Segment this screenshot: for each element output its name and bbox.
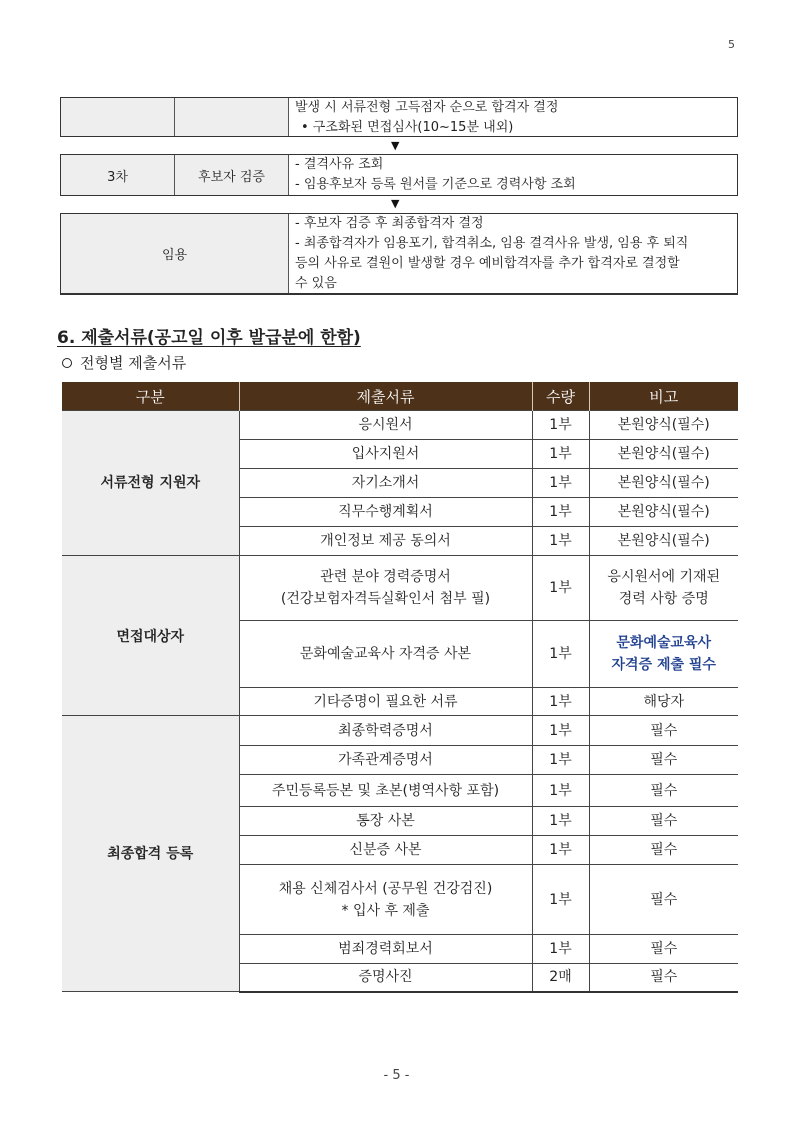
doc-cell xyxy=(239,556,532,621)
group-label: 최종합격 등록 xyxy=(62,716,239,992)
qty-cell: 1부 xyxy=(532,865,589,935)
doc-line: 관련 분야 경력증명서 xyxy=(320,569,451,585)
section-title: 6. 제출서류(공고일 이후 발급분에 한함) xyxy=(57,328,361,348)
doc-cell: 범죄경력회보서 xyxy=(239,935,532,964)
note-cell: 필수 xyxy=(589,746,738,775)
doc-line: 채용 신체검사서 (공무원 건강검진) xyxy=(278,880,493,897)
table-row xyxy=(62,411,738,440)
qty-cell: 1부 xyxy=(532,556,589,621)
doc-cell: 증명사진 xyxy=(239,964,532,992)
doc-line: * 입사 후 제출 xyxy=(341,902,430,919)
group-label: 서류전형 지원자 xyxy=(62,411,239,556)
note-cell xyxy=(589,556,738,621)
doc-cell: 통장 사본 xyxy=(239,807,532,836)
process-detail-line: - 임용후보자 등록 원서를 기준으로 경력사항 조회 xyxy=(295,177,576,192)
qty-cell: 1부 xyxy=(532,498,589,527)
process-detail-line: - 후보자 검증 후 최종합격자 결정 xyxy=(295,216,484,231)
note-cell: 필수 xyxy=(589,716,738,746)
qty-cell: 1부 xyxy=(532,688,589,716)
process-row-2nd-continued xyxy=(60,97,738,137)
qty-cell: 2매 xyxy=(532,964,589,992)
note-cell: 본원양식(필수) xyxy=(589,498,738,527)
process-name-label: 후보자 검증 xyxy=(175,155,289,195)
doc-cell: 문화예술교육사 자격증 사본 xyxy=(239,621,532,688)
documents-table xyxy=(62,382,738,993)
doc-cell: 응시원서 xyxy=(239,411,532,440)
qty-cell: 1부 xyxy=(532,935,589,964)
qty-cell: 1부 xyxy=(532,411,589,440)
process-detail-line: 수 있음 xyxy=(295,276,337,291)
note-cell: 필수 xyxy=(589,964,738,992)
doc-cell xyxy=(239,865,532,935)
process-row-3rd xyxy=(60,154,738,196)
doc-cell: 최종학력증명서 xyxy=(239,716,532,746)
page-number-top: 5 xyxy=(728,38,735,51)
qty-cell: 1부 xyxy=(532,807,589,836)
process-name-cell xyxy=(175,98,289,136)
doc-line: (건강보험자격득실확인서 첨부 필) xyxy=(280,591,491,607)
process-detail-cell xyxy=(289,214,737,293)
process-stage-label: 3차 xyxy=(61,155,175,195)
doc-cell: 개인정보 제공 동의서 xyxy=(239,527,532,556)
header-category: 구분 xyxy=(62,382,239,411)
page-number-bottom: - 5 - xyxy=(383,1068,410,1083)
process-detail-line: 등의 사유로 결원이 발생할 경우 예비합격자를 추가 합격자로 결정할 xyxy=(295,256,680,271)
process-row-appointment xyxy=(60,213,738,295)
note-cell: 필수 xyxy=(589,807,738,836)
doc-cell: 기타증명이 필요한 서류 xyxy=(239,688,532,716)
sub-title xyxy=(62,352,186,373)
note-cell: 본원양식(필수) xyxy=(589,469,738,498)
process-detail-cell xyxy=(289,98,737,136)
note-line: 경력 사항 증명 xyxy=(618,591,709,607)
process-detail-cell xyxy=(289,155,737,195)
note-line: 문화예술교육사 xyxy=(616,635,712,651)
circle-bullet-icon xyxy=(62,358,72,368)
down-arrow-icon: ▼ xyxy=(391,197,400,210)
table-row xyxy=(62,716,738,746)
note-cell: 필수 xyxy=(589,775,738,807)
qty-cell: 1부 xyxy=(532,716,589,746)
note-cell: 필수 xyxy=(589,865,738,935)
process-detail-line: • 구조화된 면접심사(10~15분 내외) xyxy=(301,120,514,135)
header-quantity: 수량 xyxy=(532,382,589,411)
down-arrow-icon: ▼ xyxy=(391,139,400,152)
qty-cell: 1부 xyxy=(532,836,589,865)
note-cell-highlight xyxy=(589,621,738,688)
sub-title-text: 전형별 제출서류 xyxy=(80,354,187,372)
process-detail-line: 발생 시 서류전형 고득점자 순으로 합격자 결정 xyxy=(295,100,559,115)
note-cell: 본원양식(필수) xyxy=(589,527,738,556)
process-detail-line: - 결격사유 조회 xyxy=(295,157,384,172)
table-row xyxy=(62,556,738,621)
doc-cell: 직무수행계획서 xyxy=(239,498,532,527)
note-cell: 필수 xyxy=(589,935,738,964)
doc-cell: 주민등록등본 및 초본(병역사항 포함) xyxy=(239,775,532,807)
qty-cell: 1부 xyxy=(532,746,589,775)
process-stage-cell xyxy=(61,98,175,136)
header-note: 비고 xyxy=(589,382,738,411)
note-line: 자격증 제출 필수 xyxy=(611,657,716,673)
process-detail-line: - 최종합격자가 임용포기, 합격취소, 임용 결격사유 발생, 임용 후 퇴직 xyxy=(295,236,689,251)
qty-cell: 1부 xyxy=(532,440,589,469)
doc-cell: 입사지원서 xyxy=(239,440,532,469)
process-stage-label: 임용 xyxy=(61,214,289,293)
qty-cell: 1부 xyxy=(532,621,589,688)
doc-cell: 가족관계증명서 xyxy=(239,746,532,775)
qty-cell: 1부 xyxy=(532,775,589,807)
note-cell: 필수 xyxy=(589,836,738,865)
doc-cell: 신분증 사본 xyxy=(239,836,532,865)
header-document: 제출서류 xyxy=(239,382,532,411)
qty-cell: 1부 xyxy=(532,527,589,556)
note-cell: 해당자 xyxy=(589,688,738,716)
note-cell: 본원양식(필수) xyxy=(589,440,738,469)
note-cell: 본원양식(필수) xyxy=(589,411,738,440)
qty-cell: 1부 xyxy=(532,469,589,498)
doc-cell: 자기소개서 xyxy=(239,469,532,498)
note-line: 응시원서에 기재된 xyxy=(607,569,721,585)
table-header-row xyxy=(62,382,738,411)
group-label: 면접대상자 xyxy=(62,556,239,716)
